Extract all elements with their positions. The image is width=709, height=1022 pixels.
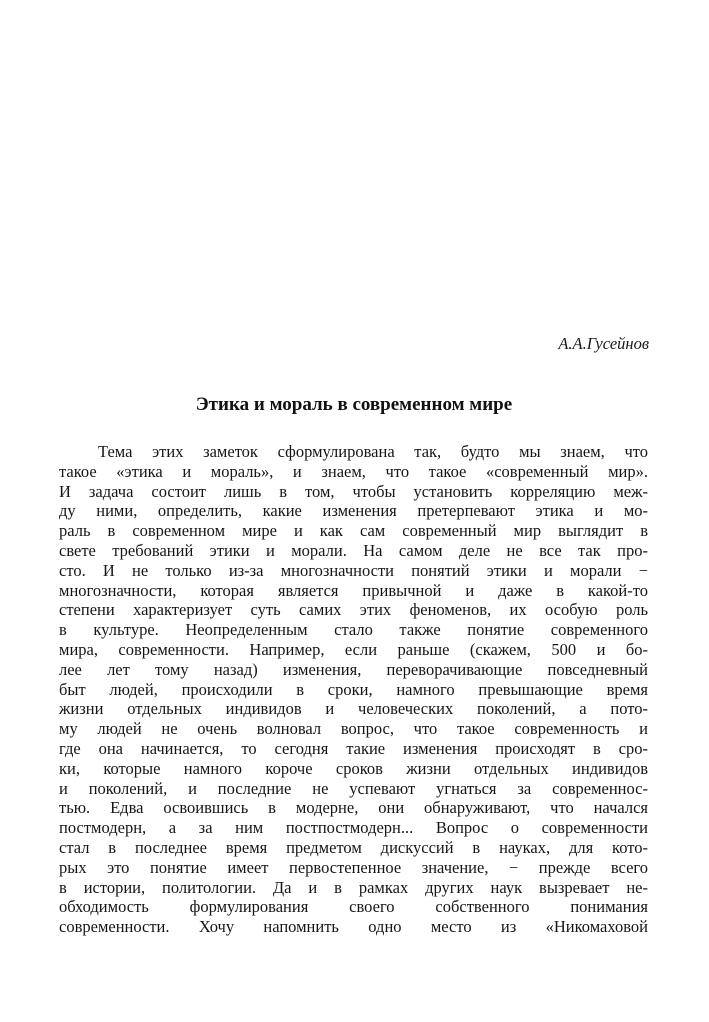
article-title: Этика и мораль в современном мире — [195, 394, 513, 415]
body-text-line: и поколений, и последние не успевают угнаться за современнос- — [59, 778, 648, 798]
article-body — [59, 442, 648, 937]
body-text-line: в истории, политологии. Да и в рамках других наук вызревает не- — [59, 877, 648, 897]
body-text-line: тью. Едва освоившись в модерне, они обнаруживают, что начался — [59, 798, 648, 818]
body-text-line: ду ними, определить, какие изменения претерпевают этика и мо- — [59, 501, 648, 521]
body-text-line: лее лет тому назад) изменения, переворачивающие повседневный — [59, 659, 648, 679]
body-text-line: свете требований этики и морали. На самом деле не все так про- — [59, 540, 648, 560]
body-text-line: постмодерн, а за ним постпостмодерн... Вопрос о современности — [59, 818, 648, 838]
body-text-line: И задача состоит лишь в том, чтобы установить корреляцию меж- — [59, 481, 648, 501]
body-text-line: мира, современности. Например, если раньше (скажем, 500 и бо- — [59, 639, 648, 659]
body-text-line: стал в последнее время предметом дискуссий в науках, для кото- — [59, 837, 648, 857]
body-text-line: обходимость формулирования своего собственного понимания — [59, 897, 648, 917]
body-text-line: жизни отдельных индивидов и человеческих поколений, а пото- — [59, 699, 648, 719]
body-text-line: быт людей, происходили в сроки, намного превышающие время — [59, 679, 648, 699]
body-text-line: сто. И не только из-за многозначности понятий этики и морали − — [59, 560, 648, 580]
body-text-line: где она начинается, то сегодня такие изменения происходят в сро- — [59, 738, 648, 758]
body-text-line: ки, которые намного короче сроков жизни отдельных индивидов — [59, 758, 648, 778]
body-text-line: му людей не очень волновал вопрос, что такое современность и — [59, 719, 648, 739]
author-byline: А.А.Гусейнов — [558, 334, 649, 353]
body-text-line: степени характеризует суть самих этих феноменов, их особую роль — [59, 600, 648, 620]
body-text-line: рых это понятие имеет первостепенное значение, − прежде всего — [59, 857, 648, 877]
body-text-line: многозначности, которая является привычной и даже в какой-то — [59, 580, 648, 600]
body-text-line: современности. Хочу напомнить одно место из «Никомаховой — [59, 917, 648, 937]
body-text-line: такое «этика и мораль», и знаем, что такое «современный мир». — [59, 461, 648, 481]
body-text-line: раль в современном мире и как сам современный мир выглядит в — [59, 521, 648, 541]
body-text-line: Тема этих заметок сформулирована так, будто мы знаем, что — [98, 442, 648, 461]
body-text-line: в культуре. Неопределенным стало также понятие современного — [59, 620, 648, 640]
